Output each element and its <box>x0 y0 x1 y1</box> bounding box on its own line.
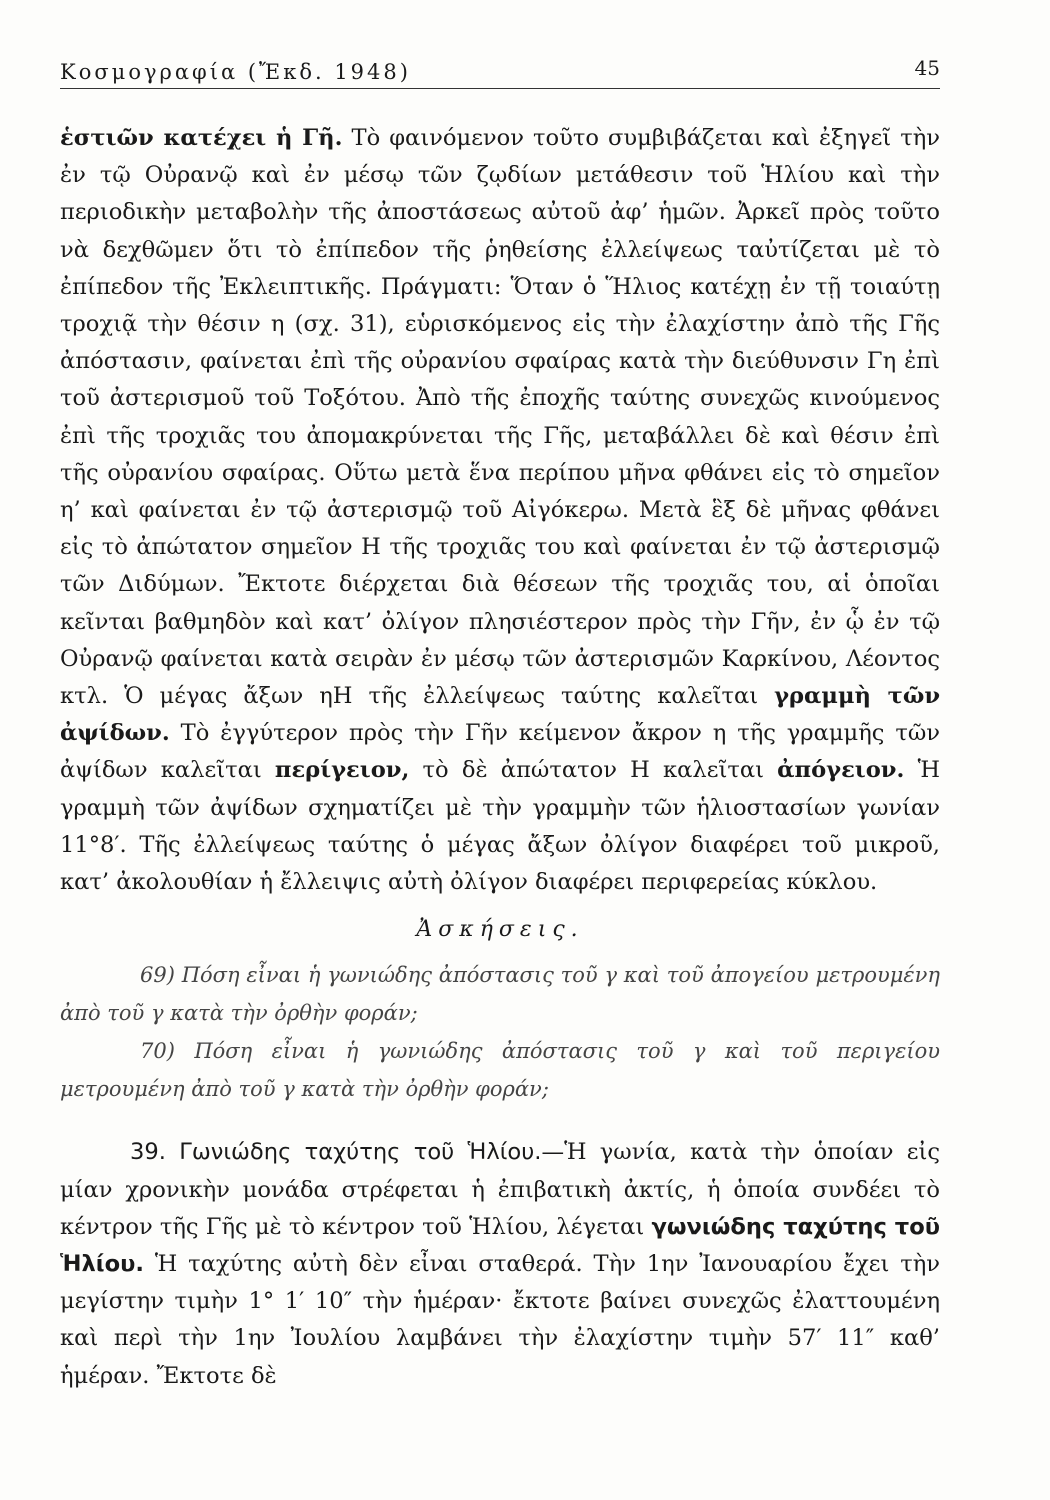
term-line-of-apsides: γραμμὴ τῶν ἀψίδων. <box>60 683 941 747</box>
section-title: Γωνιώδης ταχύτης τοῦ Ἡλίου. <box>165 1139 542 1166</box>
section-number: 39. <box>130 1139 166 1166</box>
exercise-69 <box>60 956 940 1032</box>
exercise-text: Πόση εἶναι ἡ γωνιώδης ἀπόστασις τοῦ γ καὶ τοῦ περιγείου μετρουμένη ἀπὸ τοῦ γ κατὰ τὴν ὀρθὴν φοράν; <box>60 1039 940 1102</box>
exercise-text: Πόση εἶναι ἡ γωνιώδης ἀπόστασις τοῦ γ καὶ τοῦ ἀπογείου μετρουμένη ἀπὸ τοῦ γ κατὰ τὴν ὀρθὴν φοράν; <box>60 963 940 1026</box>
book-page <box>60 40 960 1470</box>
body-text <box>60 120 940 1395</box>
exercise-number: 70) <box>140 1039 175 1064</box>
running-title: Κοσμογραφία (Ἔκδ. 1948) <box>60 60 411 84</box>
term-apogee: ἀπόγειον. <box>777 757 905 784</box>
term-perigee: περίγειον, <box>274 757 410 784</box>
term-angular-velocity: γωνιώδης ταχύτης τοῦ Ἡλίου. <box>60 1213 940 1278</box>
text-run: τὸ δὲ ἀπώτατον Η καλεῖται <box>409 757 778 784</box>
section-39 <box>60 1134 940 1394</box>
exercise-number: 69) <box>140 963 175 988</box>
text-run: Τὸ φαινόμενον τοῦτο συμβιβάζεται καὶ ἐξηγεῖ τὴν ἐν τῷ Οὐρανῷ καὶ ἐν μέσῳ τῶν ζῳδίων μετάθεσιν τοῦ Ἡλίου καὶ τὴν περιοδικὴν μεταβολὴν τῆς ἀποστάσεως αὐτοῦ ἀφ’ ἡμῶν. Ἀρκεῖ πρὸς τοῦτο νὰ δεχθῶμεν ὅτι τὸ ἐπίπεδον τῆς ῥηθείσης ἐλλείψεως ταὐτίζεται μὲ τὸ ἐπίπεδον τῆς Ἐκλειπτικῆς. Πράγματι: Ὅταν ὁ Ἥλιος κατέχῃ ἐν τῇ τοιαύτῃ τροχιᾷ τὴν θέσιν η (σχ. 31), εὑρισκόμενος εἰς τὴν ἐλαχίστην ἀπὸ τῆς Γῆς ἀπόστασιν, φαίνεται ἐπὶ τῆς οὐρανίου σφαίρας κατὰ τὴν διεύθυνσιν Γη ἐπὶ τοῦ ἀστερισμοῦ τοῦ Τοξότου. Ἀπὸ τῆς ἐποχῆς ταύτης συνεχῶς κινούμενος ἐπὶ τῆς τροχιᾶς του ἀπομακρύνεται τῆς Γῆς, μεταβάλλει δὲ καὶ θέσιν ἐπὶ τῆς οὐρανίου σφαίρας. Οὕτω μετὰ ἕνα περίπου μῆνα φθάνει εἰς τὸ σημεῖον η’ καὶ φαίνεται ἐν τῷ ἀστερισμῷ τοῦ Αἰγόκερω. Μετὰ ἓξ δὲ μῆνας φθάνει εἰς τὸ ἀπώτατον σημεῖον Η τῆς τροχιᾶς του καὶ φαίνεται ἐν τῷ ἀστερισμῷ τῶν Διδύμων. Ἔκτοτε διέρχεται διὰ θέσεων τῆς τροχιᾶς του, αἱ ὁποῖαι κεῖνται βαθμηδὸν καὶ κατ’ ὀλίγον πλησιέστερον πρὸς τὴν Γῆν, ἐν ᾧ ἐν τῷ Οὐρανῷ φαίνεται κατὰ σειρὰν ἐν μέσῳ τῶν ἀστερισμῶν Καρκίνου, Λέοντος κτλ. Ὁ μέγας ἄξων ηΗ τῆς ἐλλείψεως ταύτης καλεῖται <box>60 125 940 710</box>
paragraph-apsides <box>60 120 940 901</box>
text-run: Ἡ ταχύτης αὐτὴ δὲν εἶναι σταθερά. Τὴν 1ην Ἰανουαρίου ἔχει τὴν μεγίστην τιμὴν 1° 1′ 10″ τὴν ἡμέραν· ἔκτοτε βαίνει συνεχῶς ἐλαττουμένη καὶ περὶ τὴν 1ην Ἰουλίου λαμβάνει τὴν ἐλαχίστην τιμὴν 57′ 11″ καθ’ ἡμέραν. Ἔκτοτε δὲ <box>60 1251 940 1389</box>
lead-phrase: ἑστιῶν κατέχει ἡ Γῆ. <box>60 125 343 151</box>
running-head <box>60 40 940 89</box>
text-run: Τὸ ἐγγύτερον πρὸς τὴν Γῆν κείμενον ἄκρον η τῆς γραμμῆς τῶν ἀψίδων καλεῖται <box>60 720 940 784</box>
text-run: Ἡ γραμμὴ τῶν ἀψίδων σχηματίζει μὲ τὴν γραμμὴν τῶν ἡλιοστασίων γωνίαν 11°8′. Τῆς ἐλλείψεως ταύτης ὁ μέγας ἄξων ὀλίγον διαφέρει τοῦ μικροῦ, κατ’ ἀκολουθίαν ἡ ἔλλειψις αὐτὴ ὀλίγον διαφέρει περιφερείας κύκλου. <box>60 757 940 896</box>
text-run: —Ἡ γωνία, κατὰ τὴν ὁποίαν εἰς μίαν χρονικὴν μονάδα στρέφεται ἡ ἐπιβατικὴ ἀκτίς, ἡ ὁποία συνδέει τὸ κέντρον τῆς Γῆς μὲ τὸ κέντρον τοῦ Ἡλίου, λέγεται <box>60 1139 940 1240</box>
exercise-70 <box>60 1032 940 1108</box>
page-number: 45 <box>914 56 940 80</box>
exercises-heading: Ἀσκήσεις. <box>416 917 584 943</box>
